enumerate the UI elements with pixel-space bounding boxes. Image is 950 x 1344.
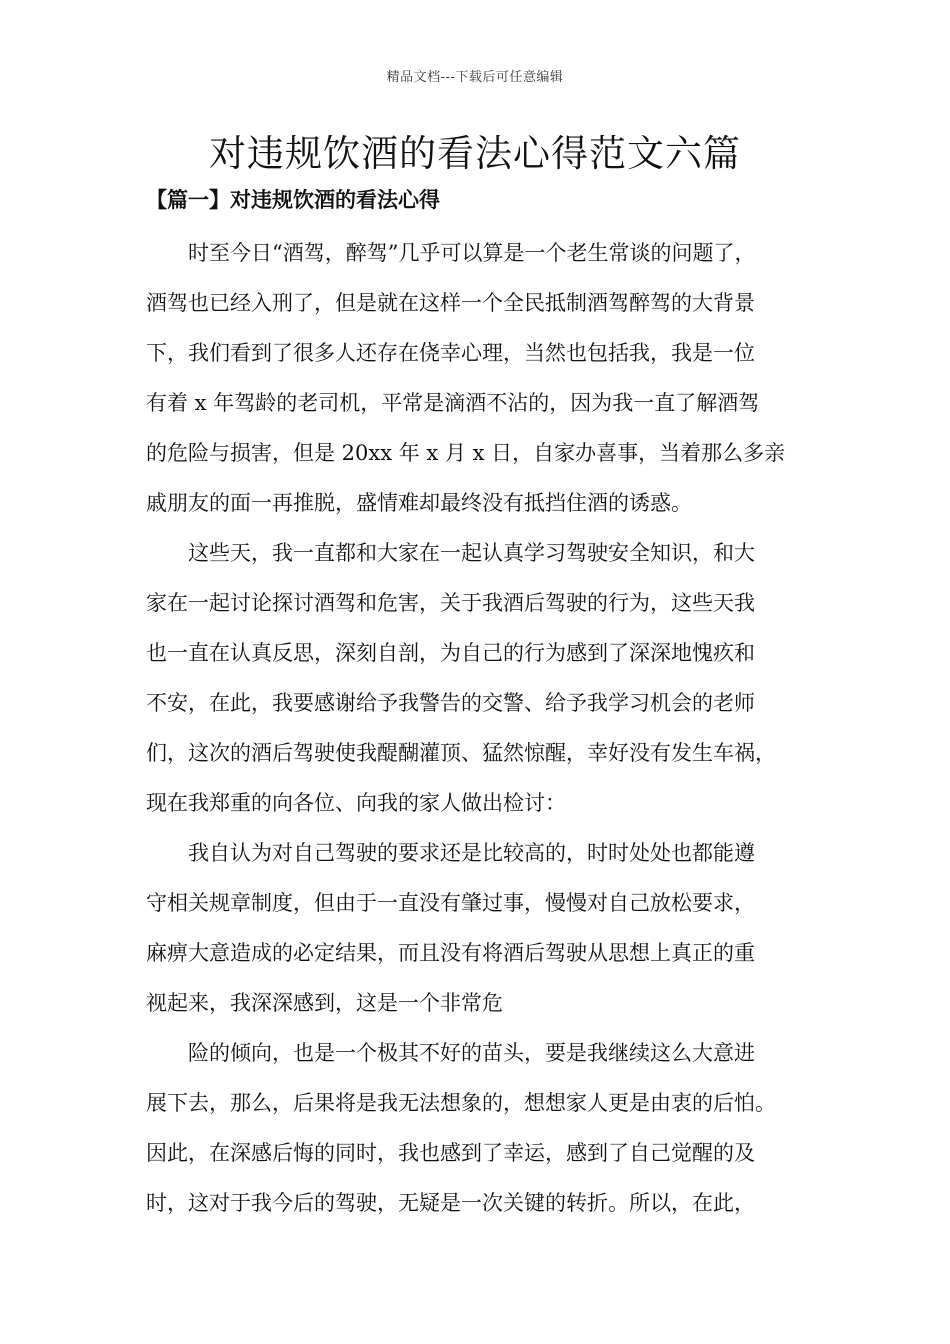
paragraph-1 — [146, 228, 822, 528]
header-note: 精品文档---下载后可任意编辑 — [386, 70, 564, 85]
text-line: 展下去，那么，后果将是我无法想象的，想想家人更是由衷的后怕。 — [146, 1091, 776, 1115]
text-line: 险的倾向，也是一个极其不好的苗头，要是我继续这么大意进 — [188, 1041, 755, 1065]
text-line: 有着 x 年驾龄的老司机，平常是滴酒不沾的，因为我一直了解酒驾 — [146, 391, 760, 415]
text-line: 我自认为对自己驾驶的要求还是比较高的，时时处处也都能遵 — [188, 841, 755, 865]
text-line: 视起来，我深深感到，这是一个非常危 — [146, 991, 503, 1015]
text-line: 时，这对于我今后的驾驶，无疑是一次关键的转折。所以，在此， — [146, 1191, 755, 1215]
text-line: 也一直在认真反思，深刻自剖，为自己的行为感到了深深地愧疚和 — [146, 641, 755, 665]
document-title: 对违规饮酒的看法心得范文六篇 — [209, 132, 741, 175]
text-line: 酒驾也已经入刑了，但是就在这样一个全民抵制酒驾醉驾的大背景 — [146, 291, 755, 315]
paragraph-3 — [146, 828, 822, 1028]
text-line: 不安，在此，我要感谢给予我警告的交警、给予我学习机会的老师 — [146, 691, 755, 715]
text-line: 这些天，我一直都和大家在一起认真学习驾驶安全知识，和大 — [188, 541, 755, 565]
paragraph-2 — [146, 528, 822, 828]
paragraph-4 — [146, 1028, 822, 1228]
text-line: 麻痹大意造成的必定结果，而且没有将酒后驾驶从思想上真正的重 — [146, 941, 755, 965]
section-heading: 【篇一】对违规饮酒的看法心得 — [146, 187, 440, 212]
text-line: 戚朋友的面一再推脱，盛情难却最终没有抵挡住酒的诱惑。 — [146, 491, 692, 515]
text-line: 们，这次的酒后驾驶使我醍醐灌顶、猛然惊醒，幸好没有发生车祸， — [146, 741, 776, 765]
text-line: 守相关规章制度，但由于一直没有肇过事，慢慢对自己放松要求， — [146, 891, 755, 915]
text-line: 现在我郑重的向各位、向我的家人做出检讨： — [146, 791, 566, 815]
text-line: 时至今日“酒驾，醉驾”几乎可以算是一个老生常谈的问题了， — [188, 241, 756, 265]
body-text — [146, 228, 822, 1228]
text-line: 家在一起讨论探讨酒驾和危害，关于我酒后驾驶的行为，这些天我 — [146, 591, 755, 615]
text-line: 的危险与损害，但是 20xx 年 x 月 x 日，自家办喜事，当着那么多亲 — [146, 441, 786, 465]
text-line: 因此，在深感后悔的同时，我也感到了幸运，感到了自己觉醒的及 — [146, 1141, 755, 1165]
text-line: 下，我们看到了很多人还存在侥幸心理，当然也包括我，我是一位 — [146, 341, 755, 365]
